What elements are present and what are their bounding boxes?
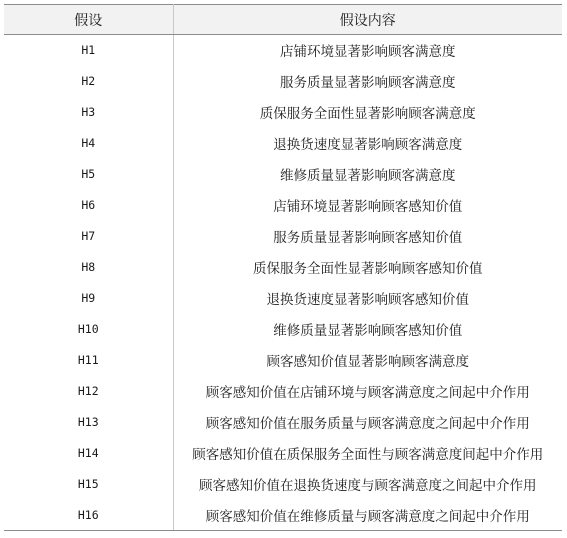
table-row <box>4 35 562 66</box>
header-hypothesis: 假设 <box>4 5 173 35</box>
hypothesis-id-cell: H16 <box>4 500 173 531</box>
hypothesis-id-cell: H15 <box>4 469 173 500</box>
hypothesis-content-cell: 顾客感知价值在服务质量与顾客满意度之间起中介作用 <box>205 416 530 432</box>
hypothesis-content-cell: 顾客感知价值显著影响顾客满意度 <box>266 354 469 370</box>
hypothesis-content-cell: 维修质量显著影响顾客感知价值 <box>273 323 463 339</box>
hypothesis-content-cell: 退换货速度显著影响顾客满意度 <box>273 137 463 153</box>
hypothesis-id-cell: H2 <box>4 66 173 97</box>
hypothesis-table <box>4 4 562 531</box>
table-row <box>4 500 562 531</box>
header-hypothesis-content: 假设内容 <box>173 5 562 35</box>
hypothesis-content-cell: 质保服务全面性显著影响顾客满意度 <box>259 106 476 122</box>
table-row <box>4 469 562 500</box>
hypothesis-content-cell: 顾客感知价值在质保服务全面性与顾客满意度间起中介作用 <box>192 447 544 463</box>
table-row <box>4 438 562 469</box>
hypothesis-content-cell: 店铺环境显著影响顾客满意度 <box>280 44 456 61</box>
hypothesis-id-cell: H8 <box>4 252 173 283</box>
hypothesis-id-cell: H1 <box>4 35 173 66</box>
table-row <box>4 314 562 345</box>
table-header <box>4 5 562 35</box>
table-row <box>4 221 562 252</box>
hypothesis-content-cell: 维修质量显著影响顾客满意度 <box>280 168 456 184</box>
hypothesis-id-cell: H4 <box>4 128 173 159</box>
hypothesis-id-cell: H3 <box>4 97 173 128</box>
header-row <box>4 5 562 35</box>
hypothesis-content-cell: 退换货速度显著影响顾客感知价值 <box>266 292 469 308</box>
hypothesis-content-cell: 店铺环境显著影响顾客感知价值 <box>273 199 463 215</box>
hypothesis-content-cell: 顾客感知价值在退换货速度与顾客满意度之间起中介作用 <box>199 478 537 494</box>
table-body <box>4 35 562 531</box>
hypothesis-id-cell: H11 <box>4 345 173 376</box>
table-row <box>4 159 562 190</box>
hypothesis-id-cell: H9 <box>4 283 173 314</box>
table-row <box>4 283 562 314</box>
table-row <box>4 66 562 97</box>
hypothesis-content-cell: 服务质量显著影响顾客满意度 <box>280 75 456 91</box>
hypothesis-id-cell: H7 <box>4 221 173 252</box>
hypothesis-id-cell: H10 <box>4 314 173 345</box>
hypothesis-content-cell: 质保服务全面性显著影响顾客感知价值 <box>253 261 483 277</box>
hypothesis-id-cell: H12 <box>4 376 173 407</box>
hypothesis-id-cell: H6 <box>4 190 173 221</box>
table-row <box>4 376 562 407</box>
hypothesis-id-cell: H5 <box>4 159 173 190</box>
table-row <box>4 128 562 159</box>
hypothesis-content-cell: 顾客感知价值在店铺环境与顾客满意度之间起中介作用 <box>205 385 530 401</box>
table-row <box>4 345 562 376</box>
hypothesis-content-cell: 服务质量显著影响顾客感知价值 <box>273 230 463 246</box>
hypothesis-content-cell: 顾客感知价值在维修质量与顾客满意度之间起中介作用 <box>173 500 562 531</box>
hypothesis-id-cell: H13 <box>4 407 173 438</box>
hypothesis-id-cell: H14 <box>4 438 173 469</box>
table-row <box>4 252 562 283</box>
table-row <box>4 407 562 438</box>
table-row <box>4 190 562 221</box>
table-row <box>4 97 562 128</box>
